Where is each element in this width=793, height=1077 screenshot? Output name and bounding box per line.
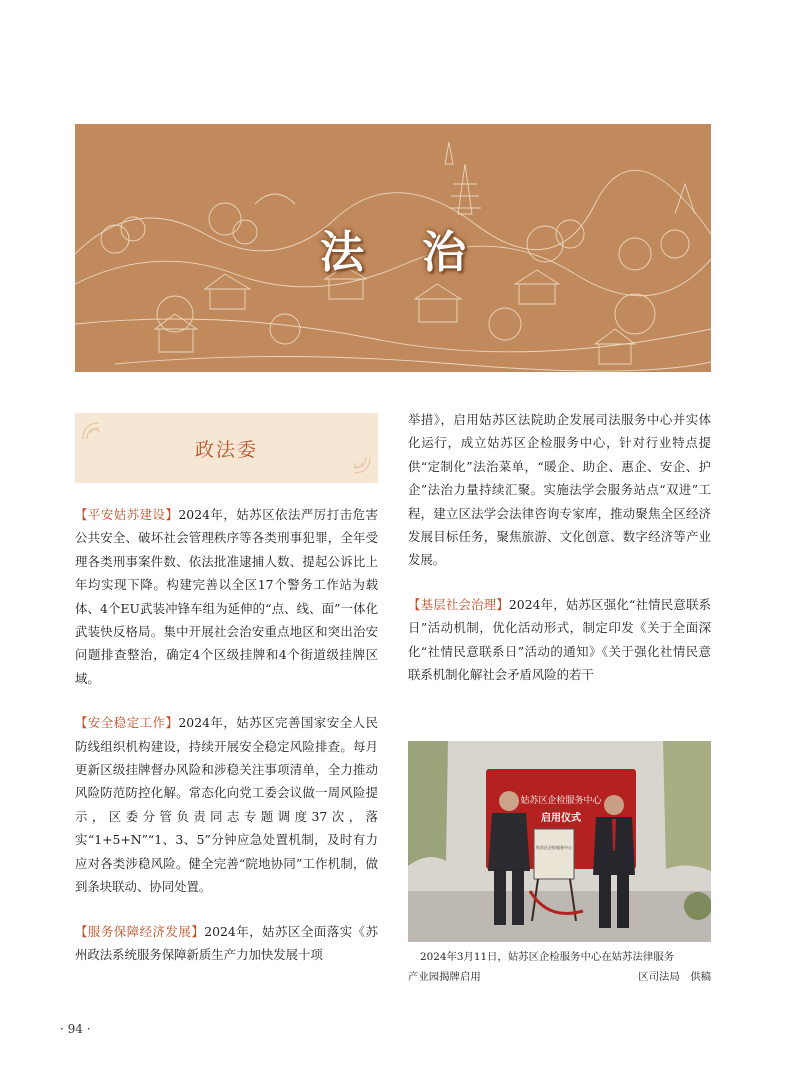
right-column — [408, 408, 711, 686]
page-number: · 94 · — [60, 1022, 91, 1036]
section-title: 政法委 — [194, 438, 258, 461]
paragraph-keyword: 【安全稳定工作】 — [75, 715, 179, 731]
backdrop-title: 姑苏区企检服务中心 — [520, 796, 602, 806]
plaque-text: 姑苏区企检服务中心 — [536, 845, 572, 850]
paragraph-grassroots-governance — [408, 593, 711, 687]
left-column — [75, 503, 378, 966]
paragraph-security-stability — [75, 711, 378, 898]
paragraph-economic-service — [75, 920, 378, 967]
event-photo — [408, 741, 711, 942]
caption-description: 产业园揭牌启用 — [408, 971, 481, 983]
paragraph-keyword: 【平安姑苏建设】 — [75, 507, 179, 522]
paragraph-text: 2024年，姑苏区完善国家安全人民防线组织机构建设，持续开展安全稳定风险排查。每月更新区级挂牌督办风险和涉稳关注事项清单，全力推动风险防范防控化解。常态化向党工委会议做一周风险提示，区委分管负责同志专题调度37次，落实“1+5+N”“1、3、5”分钟应急处置机制，及时有力应对各类涉稳风险。健全完善“院地协同”工作机制，做到条块联动、协同处置。 — [75, 715, 378, 895]
paragraph-text: 2024年，姑苏区依法严厉打击危害公共安全、破坏社会管理秩序等各类刑事犯罪，全年受理各类刑事案件数、依法批准逮捕人数、提起公诉比上年均实现下降。构建完善以全区17个警务工作站为载体、4个EU武装冲锋车组为延伸的“点、线、面”一体化武装快反格局。集中开展社会治安重点地区和突出治安问题排查整治，确定4个区级挂牌和4个街道级挂牌区域。 — [75, 507, 378, 686]
section-header — [75, 413, 378, 483]
backdrop-subtitle: 启用仪式 — [541, 813, 581, 824]
chapter-banner — [75, 124, 711, 372]
caption-line-2 — [408, 967, 711, 987]
paragraph-text: 2024年，姑苏区全面落实《苏州政法系统服务保障新质生产力加快发展十项 — [75, 923, 378, 962]
paragraph-safe-gusu — [75, 503, 378, 690]
paragraph-economic-service-continued: 举措》，启用姑苏区法院助企发展司法服务中心并实体化运行，成立姑苏区企检服务中心，针对行业特点提供“定制化”法治菜单，“暖企、助企、惠企、安企、护企”法治力量持续汇聚。实施法学会服务站点“双进”工程，建立区法学会法律咨询专家库，推动聚焦全区经济发展目标任务，聚焦旅游、文化创意、数字经济等产业发展。 — [408, 412, 711, 568]
chapter-title: 法治 — [320, 227, 524, 278]
paragraph-keyword: 【服务保障经济发展】 — [75, 923, 205, 939]
paragraph-keyword: 【基层社会治理】 — [408, 596, 509, 612]
unveiling-ceremony-image — [408, 741, 711, 942]
photo-caption — [408, 947, 711, 987]
caption-line-1: 2024年3月11日，姑苏区企检服务中心在姑苏法律服务 — [420, 951, 675, 963]
paragraph-text: 2024年，姑苏区强化“社情民意联系日”活动机制，优化活动形式，制定印发《关于全面深化“社情民意联系日”活动的通知》《关于强化社情民意联系机制化解社会矛盾风险的若干 — [408, 596, 711, 683]
caption-credit: 区司法局 供稿 — [638, 971, 711, 983]
